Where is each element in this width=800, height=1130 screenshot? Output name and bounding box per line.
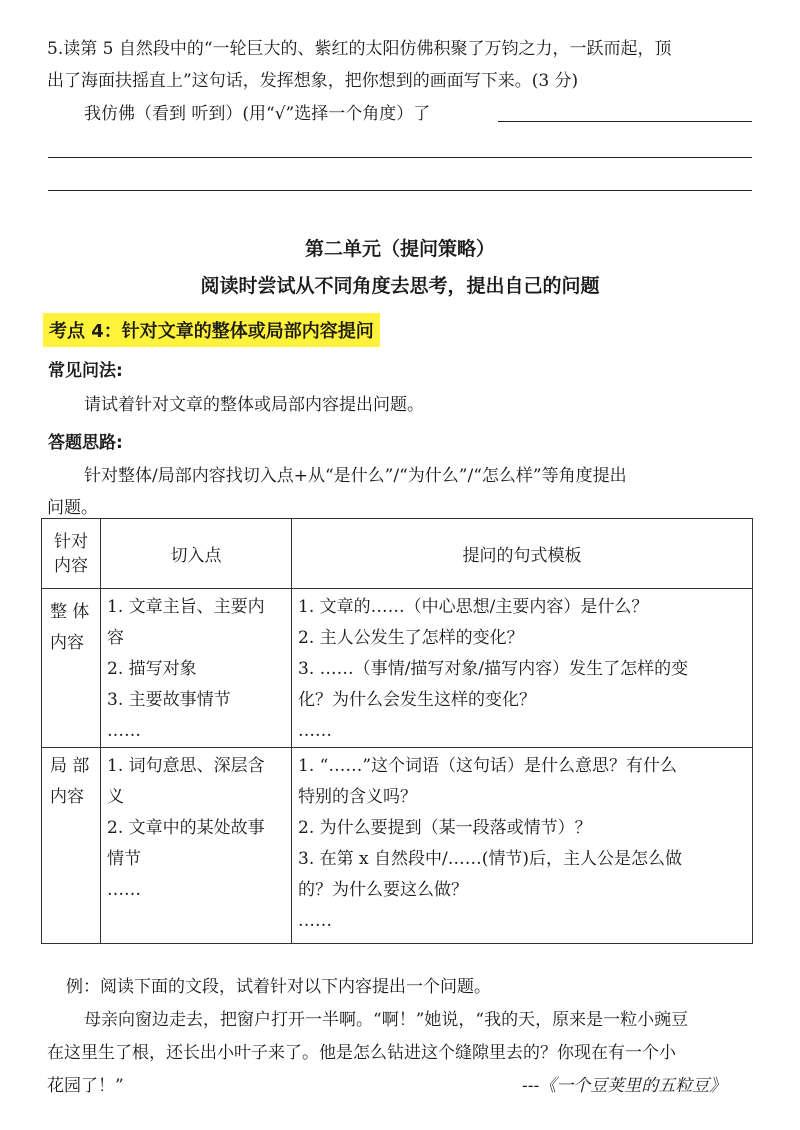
- header-template: 提问的句式模板: [292, 519, 753, 589]
- question-5-prompt: 我仿佛（看到 听到）(用“√”选择一个角度）了: [84, 104, 431, 124]
- example-intro: 例：阅读下面的文段，试着针对以下内容提出一个问题。: [66, 977, 491, 997]
- template-line: ……: [298, 911, 332, 931]
- question-5-line2: 出了海面扶摇直上”这句话，发挥想象，把你想到的画面写下来。(3 分): [47, 71, 579, 91]
- point-line: 义: [107, 787, 124, 807]
- target-line1: 局 部: [50, 756, 90, 776]
- unit-title: 第二单元（提问策略）: [304, 238, 495, 260]
- point-line: 2. 描写对象: [107, 659, 197, 679]
- common-question-heading: 常见问法:: [48, 361, 123, 381]
- row-target-whole: [42, 589, 101, 748]
- header-target-line1: 针对: [54, 531, 88, 552]
- row-templates-part: [292, 748, 753, 944]
- row-target-part: [42, 748, 101, 944]
- row-templates-whole: [292, 589, 753, 748]
- header-entry-point: 切入点: [101, 519, 292, 589]
- answer-line-1[interactable]: [498, 121, 752, 122]
- row-points-whole: [101, 589, 292, 748]
- target-line1: 整 体: [50, 602, 90, 622]
- common-question-text: 请试着针对文章的整体或局部内容提出问题。: [84, 395, 424, 415]
- example-line2: 在这里生了根，还长出小叶子来了。他是怎么钻进这个缝隙里去的？你现在有一个小: [47, 1043, 676, 1063]
- template-line: 特别的含义吗？: [298, 787, 417, 807]
- template-line: 的？为什么要这么做？: [298, 880, 468, 900]
- header-target: [42, 519, 101, 589]
- question-5-line1: 5.读第 5 自然段中的“一轮巨大的、紫红的太阳仿佛积聚了万钧之力，一跃而起，顶: [47, 39, 672, 59]
- template-line: 1. 文章的……（中心思想/主要内容）是什么？: [298, 597, 649, 617]
- example-line1: 母亲向窗边走去，把窗户打开一半啊。“啊！”她说，“我的天，原来是一粒小豌豆: [84, 1010, 689, 1030]
- point-line: 2. 文章中的某处故事: [107, 818, 265, 838]
- point-line: 3. 主要故事情节: [107, 690, 231, 710]
- point-line: 1. 文章主旨、主要内: [107, 597, 265, 617]
- row-points-part: [101, 748, 292, 944]
- example-line3: 花园了！”: [47, 1076, 124, 1096]
- answer-approach-line1: 针对整体/局部内容找切入点+从“是什么”/“为什么”/“怎么样”等角度提出: [84, 466, 627, 486]
- answer-line-3[interactable]: [48, 190, 752, 191]
- template-line: 1. “……”这个词语（这句话）是什么意思？有什么: [298, 756, 678, 776]
- example-source: ---《一个豆荚里的五粒豆》: [522, 1076, 727, 1096]
- template-line: 3. 在第 x 自然段中/……(情节)后，主人公是怎么做: [298, 849, 683, 869]
- unit-subtitle: 阅读时尝试从不同角度去思考，提出自己的问题: [200, 275, 600, 297]
- point-line: 1. 词句意思、深层含: [107, 756, 265, 776]
- header-target-line2: 内容: [54, 555, 88, 576]
- target-line2: 内容: [50, 787, 84, 807]
- template-line: 化？为什么会发生这样的变化？: [298, 690, 536, 710]
- template-line: 3. ……（事情/描写对象/描写内容）发生了怎样的变: [298, 659, 689, 679]
- template-line: 2. 主人公发生了怎样的变化？: [298, 628, 524, 648]
- template-line: ……: [298, 721, 332, 741]
- answer-line-2[interactable]: [48, 157, 752, 158]
- table-row: [42, 589, 753, 748]
- question-template-table: [41, 518, 753, 944]
- point-line: 情节: [107, 849, 141, 869]
- target-line2: 内容: [50, 633, 84, 653]
- point-line: ……: [107, 721, 141, 741]
- point-line: 容: [107, 628, 124, 648]
- point-line: ……: [107, 880, 141, 900]
- table-header-row: [42, 519, 753, 589]
- template-line: 2. 为什么要提到（某一段落或情节）？: [298, 818, 592, 838]
- answer-approach-heading: 答题思路:: [48, 433, 123, 453]
- table-row: [42, 748, 753, 944]
- answer-approach-line2: 问题。: [47, 498, 98, 518]
- kaodian-heading: 考点 4：针对文章的整体或局部内容提问: [43, 313, 380, 347]
